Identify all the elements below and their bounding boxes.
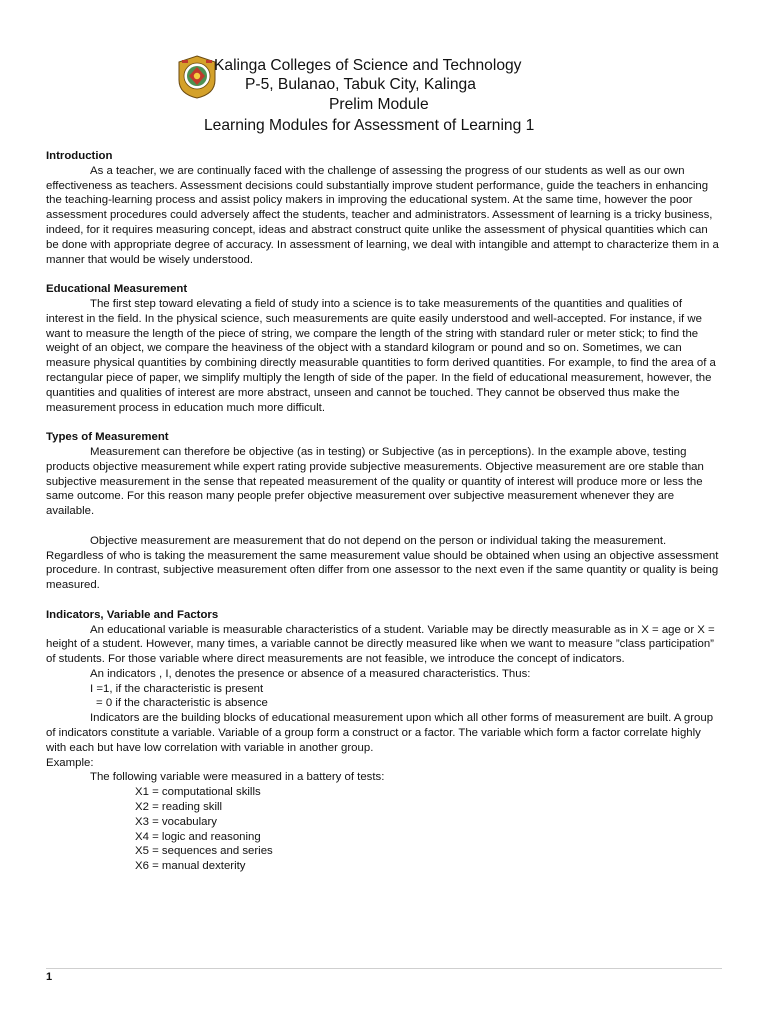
section-types-of-measurement [46, 430, 722, 593]
example-intro: The following variable were measured in a battery of tests: [90, 771, 385, 784]
paragraph: As a teacher, we are continually faced with the challenge of assessing the progress of our students as well as our own effectiveness as teachers. Assessment decisions could substantially improve student performance, guide the teachers in enhancing the teaching-learning process and assist policy makers in improving the educational system. At the same time, however the poor assessment procedures could adversely affect the students, teacher and administrators. Assessment of learning is a tricky business, indeed, for it requires measuring concept, ideas and abstract construct quite unlike the assessment of physical quantities which can be done with appropriate degree of accuracy. In assessment of learning, we deal with intangible and attempt to characterize them in a manner that would be wisely understood. [46, 164, 719, 266]
section-heading: Types of Measurement [46, 431, 169, 444]
module-title: Prelim Module [329, 96, 429, 113]
paragraph: An educational variable is measurable characteristics of a student. Variable may be directly measurable as in X = age or X = height of a student. However, many times, a variable cannot be directly measured like when we want to measure ”class participation” of students. For those variable where direct measurements are not feasible, we introduce the concept of indicators. [46, 623, 715, 666]
variable-item: X6 = manual dexterity [135, 860, 246, 873]
section-heading: Educational Measurement [46, 283, 188, 296]
footer-divider [46, 968, 722, 969]
section-educational-measurement [46, 282, 722, 415]
section-heading: Introduction [46, 150, 113, 162]
document-header [174, 52, 594, 142]
variable-item: X5 = sequences and series [135, 845, 273, 858]
variable-item: X2 = reading skill [135, 801, 223, 814]
indicator-absent-line: = 0 if the characteristic is absence [96, 697, 268, 710]
paragraph-gap [46, 519, 722, 534]
section-introduction [46, 149, 722, 267]
variable-item: X1 = computational skills [135, 786, 261, 799]
institution-address: P-5, Bulanao, Tabuk City, Kalinga [245, 76, 476, 93]
college-seal-logo [176, 54, 218, 100]
section-indicators [46, 608, 722, 874]
paragraph: Measurement can therefore be objective (as in testing) or Subjective (as in perceptions). In the example above, testing products objective measurement while expert rating provide subjective measurements. Objective measurement are ore stable than subjective measurement in the sense that repeated measurement of the quality or quantity of interest will produce more or less the same outcome. For this reason many people prefer objective measurement over subjective measurement whenever they are available. [46, 445, 704, 518]
page-number: 1 [46, 971, 53, 983]
section-heading: Indicators, Variable and Factors [46, 608, 219, 621]
paragraph: Objective measurement are measurement that do not depend on the person or individual taking the measurement. Regardless of who is taking the measurement the same measurement value should be obtained when using an objective assessment procedure. In contrast, subjective measurement often differ from one assessor to the next even if the same quantity or quality is being measured. [46, 534, 719, 592]
paragraph: The first step toward elevating a field of study into a science is to take measurements of the quantities and qualities of interest in the field. In the physical science, such measurements are quite easily understood and well-accepted. For instance, if we want to measure the length of the piece of string, we compare the length of the string with standard ruler or meter stick; to find the weight of an object, we compare the heaviness of the object with a standard kilogram or pound and so on. Sometimes, we can measure physical quantities by combining directly measurable quantities to form derived quantities. For example, to find the area of a rectangular piece of paper, we simplify multiply the length of side of the paper. In the field of educational measurement, however, the quantities and qualities of interest are more abstract, unseen and cannot be touched. They cannot be observed thus make the measurement process in education much more difficult. [46, 297, 716, 414]
variable-item: X3 = vocabulary [135, 815, 217, 828]
paragraph: An indicators , I, denotes the presence or absence of a measured characteristics. Thus: [90, 667, 531, 680]
document-body [46, 149, 722, 874]
course-title: Learning Modules for Assessment of Learning 1 [204, 117, 535, 134]
institution-name: Kalinga Colleges of Science and Technology [214, 57, 522, 74]
example-label: Example: [46, 756, 94, 769]
variable-item: X4 = logic and reasoning [135, 830, 261, 843]
indicator-present-line: I =1, if the characteristic is present [90, 682, 264, 695]
paragraph: Indicators are the building blocks of educational measurement upon which all other forms of measurement are built. A group of indicators constitute a variable. Variable of a group form a construct or a factor. The variable which form a factor correlate highly with each but have low correlation with variable in another group. [46, 712, 714, 754]
